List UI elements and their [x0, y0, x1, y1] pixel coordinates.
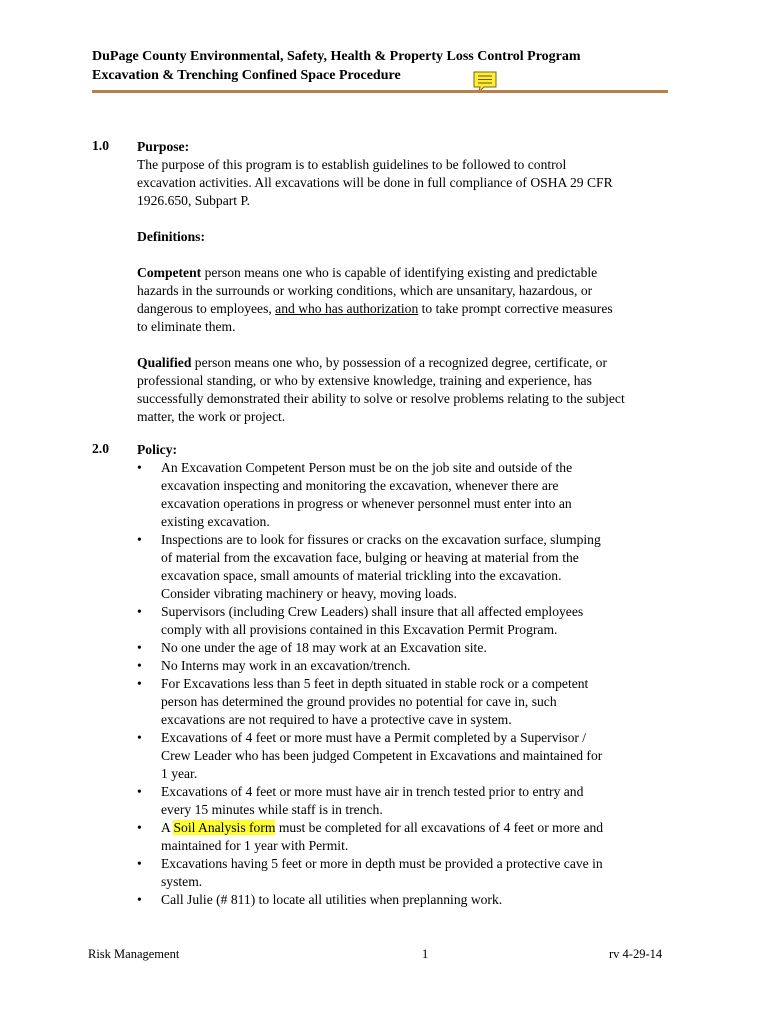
- list-item-text: A: [161, 820, 174, 835]
- list-item-text: Excavations of 4 feet or more must have a Permit completed by a Supervisor /: [161, 730, 587, 745]
- definition-text: successfully demonstrated their ability to solve or resolve problems relating to the subject: [137, 391, 625, 406]
- term-competent: Competent: [137, 265, 202, 280]
- list-item: [116, 603, 686, 639]
- definition-text: to take prompt corrective measures: [418, 301, 613, 316]
- list-item-text: system.: [161, 874, 203, 889]
- list-item-text: excavation space, small amounts of material trickling into the excavation.: [161, 568, 562, 583]
- list-item-text: An Excavation Competent Person must be on the job site and outside of the: [161, 460, 573, 475]
- revision-date: rv 4-29-14: [609, 947, 663, 961]
- list-item: [116, 459, 686, 531]
- list-item-text: No Interns may work in an excavation/trench.: [161, 658, 411, 673]
- list-item-text: Call Julie (# 811) to locate all utilities when preplanning work.: [161, 892, 503, 907]
- list-item: [116, 729, 686, 783]
- list-item: [116, 639, 686, 657]
- bullet-marker: •: [137, 640, 142, 655]
- section-heading: Purpose:: [137, 139, 190, 154]
- bullet-marker: •: [137, 658, 142, 673]
- list-item: [116, 657, 686, 675]
- purpose-line: The purpose of this program is to establish guidelines to be followed to control: [137, 157, 567, 172]
- purpose-line: excavation activities. All excavations will be done in full compliance of OSHA 29 CFR: [137, 175, 613, 190]
- page-number: 1: [422, 947, 429, 961]
- list-item: [116, 855, 686, 891]
- list-item-text: 1 year.: [161, 766, 198, 781]
- list-item: [116, 891, 686, 909]
- section-heading: Policy:: [137, 442, 178, 457]
- bullet-marker: •: [137, 730, 142, 745]
- bullet-marker: •: [137, 784, 142, 799]
- list-item: [116, 531, 686, 603]
- bullet-marker: •: [137, 532, 142, 547]
- policy-list: [116, 459, 686, 819]
- bullet-marker: •: [137, 676, 142, 691]
- underlined-text: and who has authorization: [275, 301, 419, 316]
- list-item-text: Excavations having 5 feet or more in depth must be provided a protective cave in: [161, 856, 603, 871]
- definition-competent: [137, 264, 682, 336]
- policy-list-soil: [116, 819, 686, 855]
- header-divider: [92, 90, 668, 93]
- section-number: 1.0: [92, 138, 109, 153]
- list-item-text: comply with all provisions contained in this Excavation Permit Program.: [161, 622, 558, 637]
- list-item-text: every 15 minutes while staff is in trench.: [161, 802, 383, 817]
- definition-text: person means one who, by possession of a recognized degree, certificate, or: [191, 355, 607, 370]
- definitions-heading: Definitions:: [137, 229, 205, 244]
- bullet-marker: •: [137, 892, 142, 907]
- list-item-text: excavation inspecting and monitoring the excavation, whenever there are: [161, 478, 559, 493]
- policy-list-end: [116, 855, 686, 909]
- document-header: [92, 47, 672, 85]
- soil-analysis-form-link[interactable]: Soil Analysis form: [173, 820, 276, 835]
- list-item: [116, 675, 686, 729]
- list-item-text: Crew Leader who has been judged Competent in Excavations and maintained for: [161, 748, 603, 763]
- list-item-text: Supervisors (including Crew Leaders) shall insure that all affected employees: [161, 604, 584, 619]
- list-item-text: excavation operations in progress or whenever personnel must enter into an: [161, 496, 572, 511]
- footer-department: Risk Management: [88, 947, 180, 961]
- list-item: [116, 819, 686, 855]
- term-qualified: Qualified: [137, 355, 192, 370]
- list-item-text: Excavations of 4 feet or more must have air in trench tested prior to entry and: [161, 784, 584, 799]
- bullet-marker: •: [137, 856, 142, 871]
- definition-text: dangerous to employees,: [137, 301, 276, 316]
- bullet-marker: •: [137, 604, 142, 619]
- purpose-line: 1926.650, Subpart P.: [137, 193, 250, 208]
- list-item: [116, 783, 686, 819]
- definition-text: to eliminate them.: [137, 319, 236, 334]
- list-item-text: For Excavations less than 5 feet in depth situated in stable rock or a competent: [161, 676, 589, 691]
- bullet-marker: •: [137, 460, 142, 475]
- list-item-text: of material from the excavation face, bulging or heaving at material from the: [161, 550, 579, 565]
- definition-text: person means one who is capable of identifying existing and predictable: [201, 265, 598, 280]
- bullet-marker: •: [137, 820, 142, 835]
- list-item-text: excavations are not required to have a protective cave in system.: [161, 712, 512, 727]
- definition-text: professional standing, or who by extensive knowledge, training and experience, has: [137, 373, 592, 388]
- header-procedure-title: Excavation & Trenching Confined Space Procedure: [92, 68, 401, 83]
- list-item-text: person has determined the ground provides no potential for cave in, such: [161, 694, 557, 709]
- list-item-text: Inspections are to look for fissures or cracks on the excavation surface, slumping: [161, 532, 601, 547]
- list-item-text: No one under the age of 18 may work at an Excavation site.: [161, 640, 487, 655]
- list-item-text: must be completed for all excavations of 4 feet or more and: [275, 820, 604, 835]
- list-item-text: Consider vibrating machinery or heavy, moving loads.: [161, 586, 457, 601]
- definition-text: hazards in the surrounds or working conditions, which are unsanitary, hazardous, or: [137, 283, 593, 298]
- definition-text: matter, the work or project.: [137, 409, 286, 424]
- definition-qualified: [137, 354, 682, 426]
- section-number: 2.0: [92, 441, 109, 456]
- list-item-text: maintained for 1 year with Permit.: [161, 838, 349, 853]
- list-item-text: existing excavation.: [161, 514, 270, 529]
- header-program-title: DuPage County Environmental, Safety, Health & Property Loss Control Program: [92, 49, 581, 64]
